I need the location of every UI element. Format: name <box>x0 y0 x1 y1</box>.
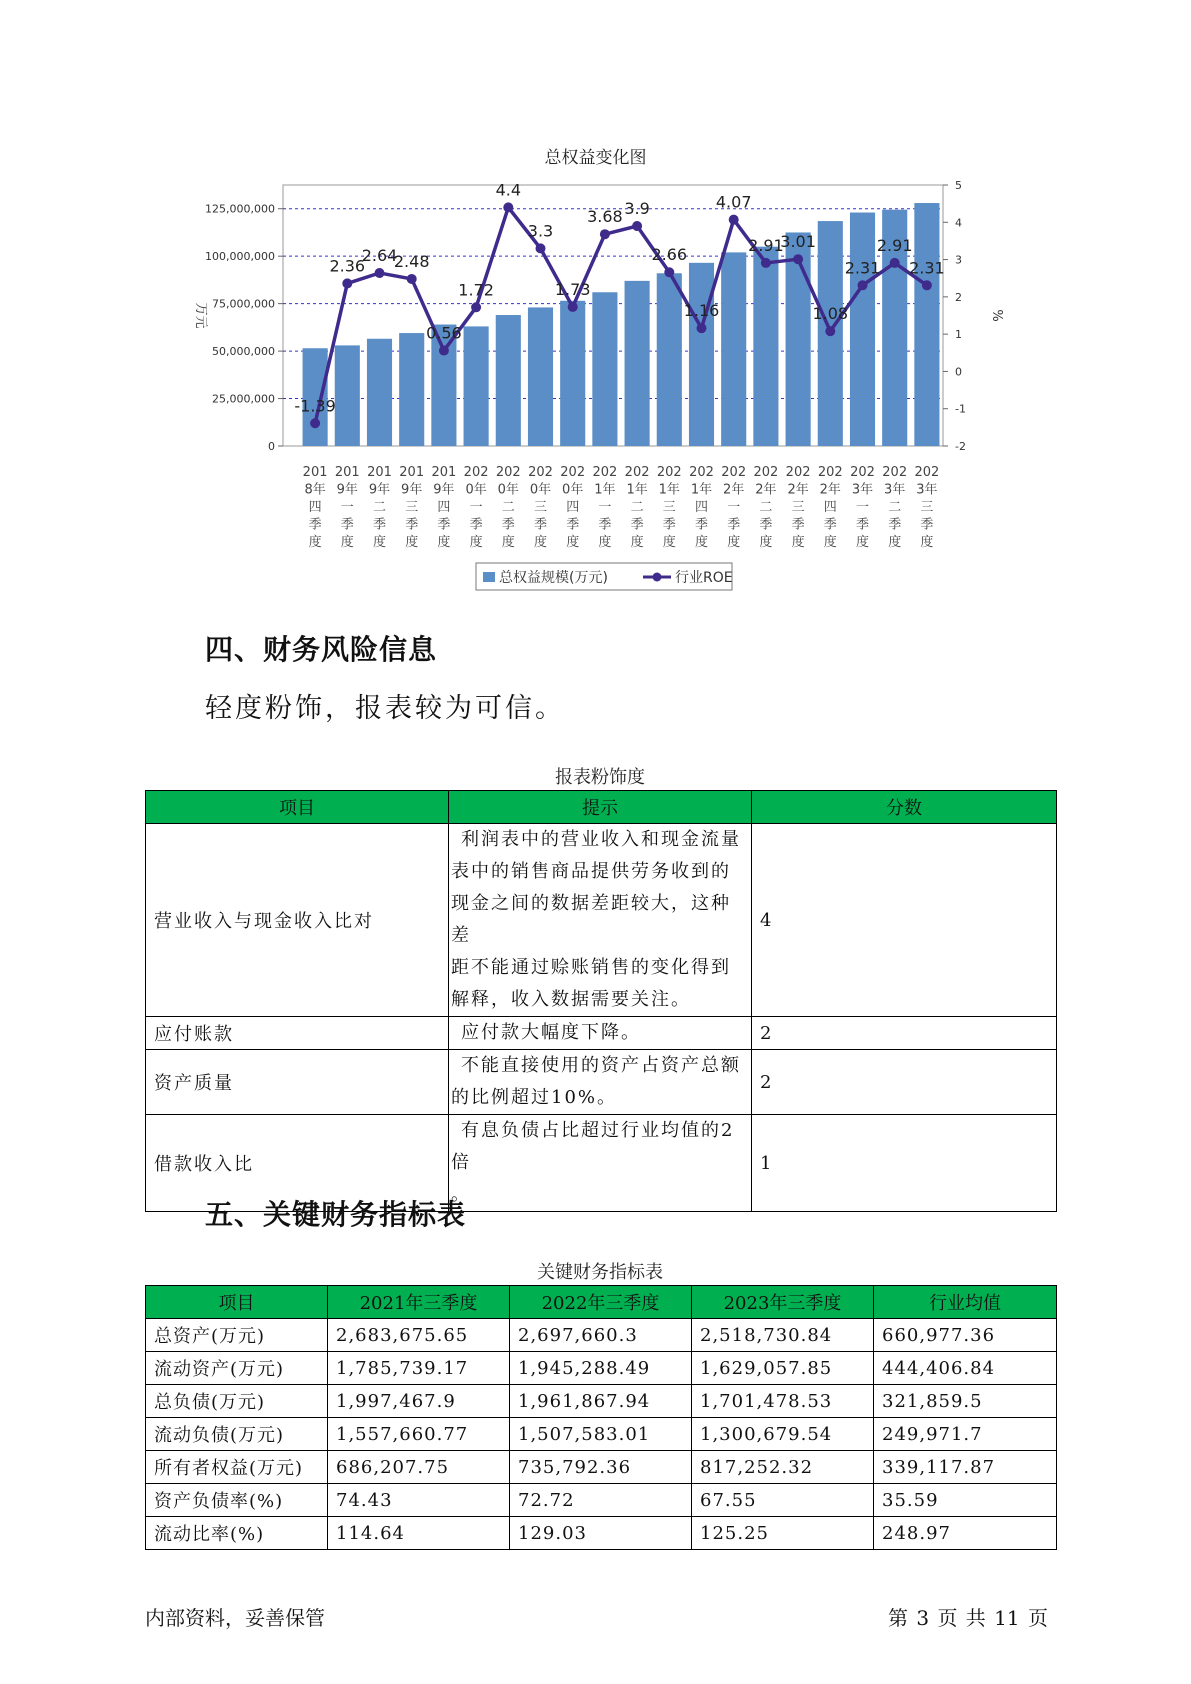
kpi-item-cell: 资产负债率(%) <box>146 1484 328 1517</box>
equity-chart <box>0 0 1191 600</box>
x-tick-label: 季 <box>308 517 322 533</box>
x-tick-label: 度 <box>405 535 419 550</box>
kpi-value-cell: 72.72 <box>510 1484 692 1517</box>
table-row <box>146 1484 1057 1517</box>
roe-point <box>407 274 417 284</box>
x-tick-label: 度 <box>501 535 515 550</box>
x-tick-label: 季 <box>405 517 419 533</box>
kpi-value-cell: 1,557,660.77 <box>328 1418 510 1451</box>
x-tick-label: 季 <box>920 517 934 533</box>
kpi-value-cell: 660,977.36 <box>874 1319 1057 1352</box>
y-tick-label: 50,000,000 <box>212 345 275 359</box>
risk-hint-line: 的比例超过10%。 <box>451 1087 618 1108</box>
x-tick-label: 度 <box>888 535 902 550</box>
risk-table <box>145 790 1057 1212</box>
x-tick-label: 二 <box>630 500 644 515</box>
bar <box>592 292 617 446</box>
risk-summary: 轻度粉饰，报表较为可信。 <box>205 693 565 724</box>
x-tick-label: 1年 <box>690 482 713 498</box>
x-tick-label: 季 <box>662 517 676 533</box>
x-tick-label: 度 <box>469 535 483 550</box>
risk-item-cell: 资产质量 <box>146 1050 449 1115</box>
risk-hint-line: 。 <box>451 1184 471 1205</box>
kpi-value-cell: 817,252.32 <box>692 1451 874 1484</box>
roe-data-label: 1.16 <box>683 301 720 321</box>
x-tick-label: 季 <box>533 517 548 533</box>
roe-data-label: 3.01 <box>780 232 816 252</box>
x-tick-label: 度 <box>791 535 805 550</box>
risk-hint-line: 应付款大幅度下降。 <box>461 1022 641 1043</box>
roe-point <box>729 215 739 225</box>
y-tick-label: 125,000,000 <box>205 202 275 216</box>
x-tick-label: 三 <box>405 500 419 515</box>
section-heading-financial-risk: 四、财务风险信息 <box>205 633 438 666</box>
legend-line-marker <box>653 573 662 582</box>
x-tick-label: 度 <box>694 535 709 550</box>
x-tick-label: 度 <box>533 535 548 550</box>
risk-item-cell: 应付账款 <box>146 1017 449 1050</box>
y2-tick-label: -2 <box>955 440 966 453</box>
kpi-value-cell: 114.64 <box>328 1517 510 1550</box>
x-tick-label: 四 <box>694 500 709 515</box>
x-tick-label: 202 <box>850 465 875 480</box>
x-tick-label: 季 <box>598 517 612 533</box>
x-tick-label: 202 <box>592 465 618 480</box>
roe-data-label: 2.91 <box>748 235 784 255</box>
x-tick-label: 3年 <box>884 482 906 498</box>
table-row <box>146 1050 1057 1115</box>
x-tick-label: 一 <box>727 500 741 515</box>
x-tick-label: 202 <box>721 465 747 480</box>
roe-point <box>600 229 610 239</box>
risk-hint-line: 表中的销售商品提供劳务收到的 <box>451 861 731 882</box>
kpi-table <box>145 1285 1057 1550</box>
x-tick-label: 度 <box>823 535 837 550</box>
kpi-value-cell: 67.55 <box>692 1484 874 1517</box>
bar <box>850 213 875 446</box>
y-tick-label: 75,000,000 <box>212 297 275 311</box>
bar <box>721 252 746 446</box>
table-header-row <box>146 791 1057 824</box>
x-tick-label: 四 <box>566 500 580 515</box>
x-tick-label: 季 <box>372 517 387 533</box>
x-tick-label: 三 <box>533 500 548 515</box>
bar <box>560 301 585 446</box>
kpi-item-cell: 总负债(万元) <box>146 1385 328 1418</box>
risk-score-cell: 2 <box>752 1017 1057 1050</box>
kpi-value-cell: 339,117.87 <box>874 1451 1057 1484</box>
kpi-table-caption: 关键财务指标表 <box>537 1262 663 1283</box>
roe-point <box>471 302 481 312</box>
column-header: 分数 <box>752 791 1057 824</box>
risk-hint-cell <box>449 824 752 1017</box>
roe-data-label: 2.48 <box>393 251 430 271</box>
risk-hint-line: 利润表中的营业收入和现金流量 <box>461 829 741 850</box>
roe-point <box>536 243 546 253</box>
x-tick-label: 季 <box>823 517 837 533</box>
y2-tick-label: 4 <box>955 216 962 230</box>
bar <box>399 333 424 446</box>
table-row <box>146 1451 1057 1484</box>
x-tick-label: 202 <box>560 465 586 480</box>
kpi-item-cell: 流动比率(%) <box>146 1517 328 1550</box>
x-tick-label: 度 <box>566 535 580 550</box>
x-tick-label: 四 <box>437 500 451 515</box>
kpi-value-cell: 1,701,478.53 <box>692 1385 874 1418</box>
roe-data-label: 3.68 <box>587 207 623 227</box>
legend-line-label: 行业ROE <box>675 570 733 586</box>
x-tick-label: 一 <box>469 500 483 515</box>
y-tick-label: 0 <box>268 440 275 453</box>
y2-tick-label: 0 <box>955 365 962 379</box>
roe-point <box>664 267 674 277</box>
y2-axis-title: % <box>989 309 1004 322</box>
y2-tick-label: 5 <box>955 179 962 192</box>
x-tick-label: 季 <box>855 517 870 533</box>
kpi-value-cell: 74.43 <box>328 1484 510 1517</box>
kpi-value-cell: 249,971.7 <box>874 1418 1057 1451</box>
x-tick-label: 度 <box>855 535 870 550</box>
chart-title: 总权益变化图 <box>544 148 647 168</box>
x-tick-label: 四 <box>308 500 322 515</box>
table-row <box>146 1319 1057 1352</box>
column-header: 项目 <box>146 1286 328 1319</box>
x-tick-label: 度 <box>437 535 451 550</box>
risk-item-cell: 营业收入与现金收入比对 <box>146 824 449 1017</box>
x-tick-label: 三 <box>920 500 934 515</box>
x-tick-label: 二 <box>888 500 902 515</box>
x-tick-label: 202 <box>914 465 940 480</box>
x-tick-label: 度 <box>727 535 741 550</box>
x-tick-label: 季 <box>566 517 580 533</box>
roe-data-label: 2.91 <box>876 235 913 255</box>
roe-data-label: -1.39 <box>294 396 336 416</box>
kpi-value-cell: 1,961,867.94 <box>510 1385 692 1418</box>
x-tick-label: 201 <box>399 465 425 480</box>
risk-score-cell: 4 <box>752 824 1057 1017</box>
risk-hint-line: 解释，收入数据需要关注。 <box>451 989 691 1010</box>
x-tick-label: 202 <box>495 465 521 480</box>
x-tick-label: 季 <box>759 517 773 533</box>
x-tick-label: 201 <box>334 465 360 480</box>
x-tick-label: 季 <box>888 517 902 533</box>
x-tick-label: 202 <box>656 465 682 480</box>
bar <box>335 345 360 446</box>
roe-data-label: 2.66 <box>651 245 688 265</box>
x-tick-label: 202 <box>753 465 779 480</box>
y-tick-label: 25,000,000 <box>212 392 275 406</box>
x-tick-label: 2年 <box>787 482 809 498</box>
x-tick-label: 一 <box>855 500 870 515</box>
kpi-value-cell: 2,697,660.3 <box>510 1319 692 1352</box>
kpi-value-cell: 1,997,467.9 <box>328 1385 510 1418</box>
kpi-item-cell: 流动负债(万元) <box>146 1418 328 1451</box>
x-tick-label: 季 <box>469 517 483 533</box>
kpi-item-cell: 流动资产(万元) <box>146 1352 328 1385</box>
roe-data-label: 0.56 <box>426 323 462 343</box>
risk-table-caption: 报表粉饰度 <box>555 767 645 788</box>
bar <box>431 325 456 446</box>
roe-data-label: 4.07 <box>715 192 752 212</box>
kpi-value-cell: 444,406.84 <box>874 1352 1057 1385</box>
roe-point <box>761 258 771 268</box>
x-tick-label: 0年 <box>529 482 552 498</box>
bar <box>367 339 392 446</box>
risk-item-cell: 借款收入比 <box>146 1115 449 1212</box>
x-tick-label: 三 <box>791 500 805 515</box>
x-tick-label: 202 <box>463 465 489 480</box>
x-tick-label: 202 <box>817 465 843 480</box>
kpi-value-cell: 321,859.5 <box>874 1385 1057 1418</box>
roe-data-label: 1.73 <box>554 279 591 299</box>
roe-point <box>375 268 385 278</box>
kpi-value-cell: 2,518,730.84 <box>692 1319 874 1352</box>
x-tick-label: 度 <box>630 535 644 550</box>
x-tick-label: 3年 <box>851 482 874 498</box>
x-tick-label: 度 <box>340 535 354 550</box>
roe-data-label: 3.3 <box>527 221 554 241</box>
x-tick-label: 季 <box>340 517 354 533</box>
column-header: 2021年三季度 <box>328 1286 510 1319</box>
y2-tick-label: -1 <box>955 402 966 416</box>
risk-hint-line: 不能直接使用的资产占资产总额 <box>461 1055 741 1076</box>
x-tick-label: 度 <box>759 535 773 550</box>
footer-confidential-note: 内部资料，妥善保管 <box>145 1606 325 1630</box>
y-tick-label: 100,000,000 <box>205 250 275 264</box>
roe-point <box>503 202 513 212</box>
column-header: 项目 <box>146 791 449 824</box>
x-tick-label: 一 <box>598 500 612 515</box>
roe-data-label: 4.4 <box>495 180 522 200</box>
table-header-row <box>146 1286 1057 1319</box>
risk-hint-line: 现金之间的数据差距较大，这种差 <box>451 893 731 946</box>
bar <box>464 326 489 446</box>
table-row <box>146 1517 1057 1550</box>
x-tick-label: 二 <box>759 500 773 515</box>
risk-hint-line: 有息负债占比超过行业均值的2倍 <box>451 1120 735 1173</box>
x-tick-label: 3年 <box>916 482 938 498</box>
kpi-value-cell: 686,207.75 <box>328 1451 510 1484</box>
bar <box>786 232 811 446</box>
x-tick-label: 9年 <box>401 482 423 498</box>
x-tick-label: 202 <box>689 465 714 480</box>
bar <box>496 315 521 446</box>
risk-score-cell: 1 <box>752 1115 1057 1212</box>
roe-data-label: 1.08 <box>812 304 849 324</box>
column-header: 2022年三季度 <box>510 1286 692 1319</box>
y2-tick-label: 1 <box>955 328 962 342</box>
kpi-value-cell: 125.25 <box>692 1517 874 1550</box>
chart-svg <box>0 0 1191 600</box>
x-tick-label: 0年 <box>465 482 487 498</box>
table-row <box>146 1385 1057 1418</box>
roe-point <box>342 278 352 288</box>
roe-data-label: 2.31 <box>844 258 881 278</box>
kpi-value-cell: 2,683,675.65 <box>328 1319 510 1352</box>
x-tick-label: 1年 <box>626 482 648 498</box>
x-tick-label: 9年 <box>433 482 455 498</box>
x-tick-label: 0年 <box>497 482 519 498</box>
table-row <box>146 824 1057 1017</box>
x-tick-label: 2年 <box>755 482 777 498</box>
risk-hint-cell <box>449 1050 752 1115</box>
legend-bar-label: 总权益规模(万元) <box>499 570 608 586</box>
bar <box>657 273 682 446</box>
x-tick-label: 二 <box>501 500 515 515</box>
x-tick-label: 季 <box>791 517 805 533</box>
kpi-item-cell: 总资产(万元) <box>146 1319 328 1352</box>
roe-point <box>858 280 868 290</box>
roe-data-label: 2.36 <box>329 256 366 276</box>
x-tick-label: 度 <box>308 535 322 550</box>
column-header: 2023年三季度 <box>692 1286 874 1319</box>
kpi-value-cell: 1,945,288.49 <box>510 1352 692 1385</box>
kpi-value-cell: 1,300,679.54 <box>692 1418 874 1451</box>
kpi-value-cell: 1,507,583.01 <box>510 1418 692 1451</box>
roe-point <box>825 326 835 336</box>
x-tick-label: 202 <box>624 465 650 480</box>
x-tick-label: 1年 <box>594 482 616 498</box>
roe-point <box>632 221 642 231</box>
x-tick-label: 季 <box>630 517 644 533</box>
y2-tick-label: 3 <box>955 253 962 267</box>
risk-hint-cell <box>449 1017 752 1050</box>
roe-data-label: 2.64 <box>361 245 398 265</box>
legend-bar-swatch <box>483 572 495 582</box>
risk-hint-line: 距不能通过赊账销售的变化得到 <box>451 957 731 978</box>
roe-point <box>439 346 449 356</box>
kpi-value-cell: 1,629,057.85 <box>692 1352 874 1385</box>
column-header: 提示 <box>449 791 752 824</box>
x-tick-label: 202 <box>785 465 811 480</box>
roe-point <box>890 258 900 268</box>
roe-data-label: 3.9 <box>624 199 650 219</box>
x-tick-label: 二 <box>372 500 387 515</box>
kpi-item-cell: 所有者权益(万元) <box>146 1451 328 1484</box>
kpi-value-cell: 129.03 <box>510 1517 692 1550</box>
x-tick-label: 201 <box>367 465 392 480</box>
bar <box>689 263 714 446</box>
risk-hint-cell <box>449 1115 752 1212</box>
x-tick-label: 三 <box>662 500 676 515</box>
x-tick-label: 2年 <box>819 482 841 498</box>
x-tick-label: 季 <box>501 517 515 533</box>
x-tick-label: 202 <box>528 465 553 480</box>
roe-point <box>568 302 578 312</box>
table-row <box>146 1418 1057 1451</box>
x-tick-label: 季 <box>727 517 741 533</box>
roe-point <box>922 280 932 290</box>
x-tick-label: 季 <box>437 517 451 533</box>
roe-data-label: 2.31 <box>909 258 945 278</box>
x-tick-label: 201 <box>431 465 457 480</box>
kpi-value-cell: 35.59 <box>874 1484 1057 1517</box>
y2-tick-label: 2 <box>955 290 962 304</box>
section-heading-key-indicators: 五、关键财务指标表 <box>205 1198 467 1231</box>
bar <box>625 281 650 446</box>
x-tick-label: 度 <box>372 535 387 550</box>
risk-score-cell: 2 <box>752 1050 1057 1115</box>
kpi-value-cell: 1,785,739.17 <box>328 1352 510 1385</box>
x-tick-label: 度 <box>920 535 934 550</box>
bar <box>914 203 939 446</box>
x-tick-label: 四 <box>823 500 837 515</box>
roe-point <box>310 418 320 428</box>
x-tick-label: 9年 <box>368 482 391 498</box>
roe-point <box>697 323 707 333</box>
x-tick-label: 1年 <box>658 482 680 498</box>
roe-data-label: 1.72 <box>458 280 494 300</box>
x-tick-label: 8年 <box>304 482 326 498</box>
kpi-value-cell: 735,792.36 <box>510 1451 692 1484</box>
x-tick-label: 0年 <box>562 482 584 498</box>
table-row <box>146 1017 1057 1050</box>
kpi-value-cell: 248.97 <box>874 1517 1057 1550</box>
x-tick-label: 9年 <box>336 482 358 498</box>
x-tick-label: 2年 <box>723 482 745 498</box>
y-axis-title: 万元 <box>193 302 208 329</box>
roe-point <box>793 254 803 264</box>
bar <box>753 247 778 446</box>
table-row <box>146 1352 1057 1385</box>
x-tick-label: 度 <box>662 535 676 550</box>
column-header: 行业均值 <box>874 1286 1057 1319</box>
footer-page-number: 第 3 页 共 11 页 <box>888 1606 1048 1630</box>
x-tick-label: 度 <box>598 535 612 550</box>
x-tick-label: 202 <box>882 465 908 480</box>
x-tick-label: 季 <box>694 517 709 533</box>
bar <box>528 307 553 446</box>
x-tick-label: 一 <box>340 500 354 515</box>
x-tick-label: 201 <box>302 465 328 480</box>
